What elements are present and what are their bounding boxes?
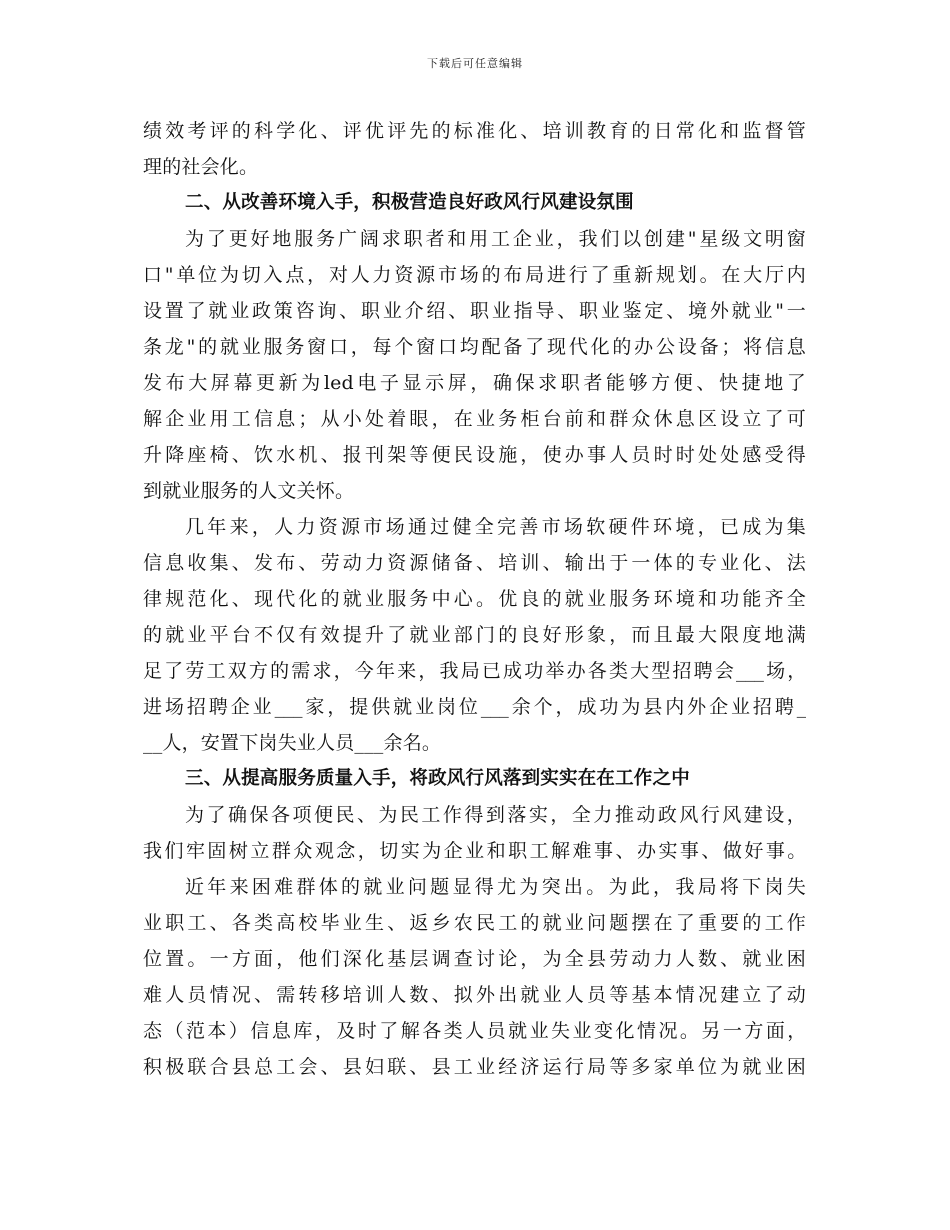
- paragraph-line: 我们牢固树立群众观念，切实为企业和职工解难事、办实事、做好事。: [143, 840, 806, 862]
- paragraph-line: 解企业用工信息；从小处着眼，在业务柜台前和群众休息区设立了可: [143, 408, 806, 430]
- paragraph-line: 为了确保各项便民、为民工作得到落实，全力推动政风行风建设，: [185, 804, 806, 826]
- paragraph-line: 信息收集、发布、劳动力资源储备、培训、输出于一体的专业化、法: [143, 552, 806, 574]
- paragraph-line: 理的社会化。: [143, 156, 259, 178]
- paragraph-line: 为了更好地服务广阔求职者和用工企业，我们以创建"星级文明窗: [185, 228, 806, 250]
- section-heading: 二、从改善环境入手，积极营造良好政风行风建设氛围: [185, 192, 634, 213]
- paragraph-line: 态（范本）信息库，及时了解各类人员就业失业变化情况。另一方面，: [143, 1020, 806, 1042]
- paragraph-line: 近年来困难群体的就业问题显得尤为突出。为此，我局将下岗失: [185, 876, 806, 898]
- section-heading: 三、从提高服务质量入手，将政风行风落到实实在在工作之中: [185, 768, 690, 789]
- paragraph-line: 口"单位为切入点，对人力资源市场的布局进行了重新规划。在大厅内: [143, 264, 806, 286]
- paragraph-line: 几年来，人力资源市场通过健全完善市场软硬件环境，已成为集: [185, 516, 806, 538]
- paragraph-line: 设置了就业政策咨询、职业介绍、职业指导、职业鉴定、境外就业"一: [143, 300, 806, 322]
- paragraph-line: 进场招聘企业___家，提供就业岗位___余个，成功为县内外企业招聘_: [143, 696, 806, 718]
- paragraph-line: 位置。一方面，他们深化基层调查讨论，为全县劳动力人数、就业困: [143, 948, 806, 970]
- paragraph-line: 难人员情况、需转移培训人数、拟外出就业人员等基本情况建立了动: [143, 984, 806, 1006]
- paragraph-line: 到就业服务的人文关怀。: [143, 480, 355, 502]
- header-note: 下载后可任意编辑: [427, 57, 523, 70]
- paragraph-line: 发布大屏幕更新为led电子显示屏，确保求职者能够方便、快捷地了: [143, 372, 806, 394]
- paragraph-line: 条龙"的就业服务窗口，每个窗口均配备了现代化的办公设备；将信息: [143, 336, 806, 358]
- paragraph-line: 升降座椅、饮水机、报刊架等便民设施，使办事人员时时处处感受得: [143, 444, 806, 466]
- paragraph-line: 绩效考评的科学化、评优评先的标准化、培训教育的日常化和监督管: [143, 120, 806, 142]
- paragraph-line: __人，安置下岗失业人员___余名。: [143, 732, 442, 754]
- paragraph-line: 足了劳工双方的需求，今年来，我局已成功举办各类大型招聘会___场，: [143, 660, 806, 682]
- paragraph-line: 积极联合县总工会、县妇联、县工业经济运行局等多家单位为就业困: [143, 1056, 806, 1078]
- document-body: [143, 113, 806, 1085]
- paragraph-line: 的就业平台不仅有效提升了就业部门的良好形象，而且最大限度地满: [143, 624, 806, 646]
- paragraph-line: 业职工、各类高校毕业生、返乡农民工的就业问题摆在了重要的工作: [143, 912, 806, 934]
- paragraph-line: 律规范化、现代化的就业服务中心。优良的就业服务环境和功能齐全: [143, 588, 806, 610]
